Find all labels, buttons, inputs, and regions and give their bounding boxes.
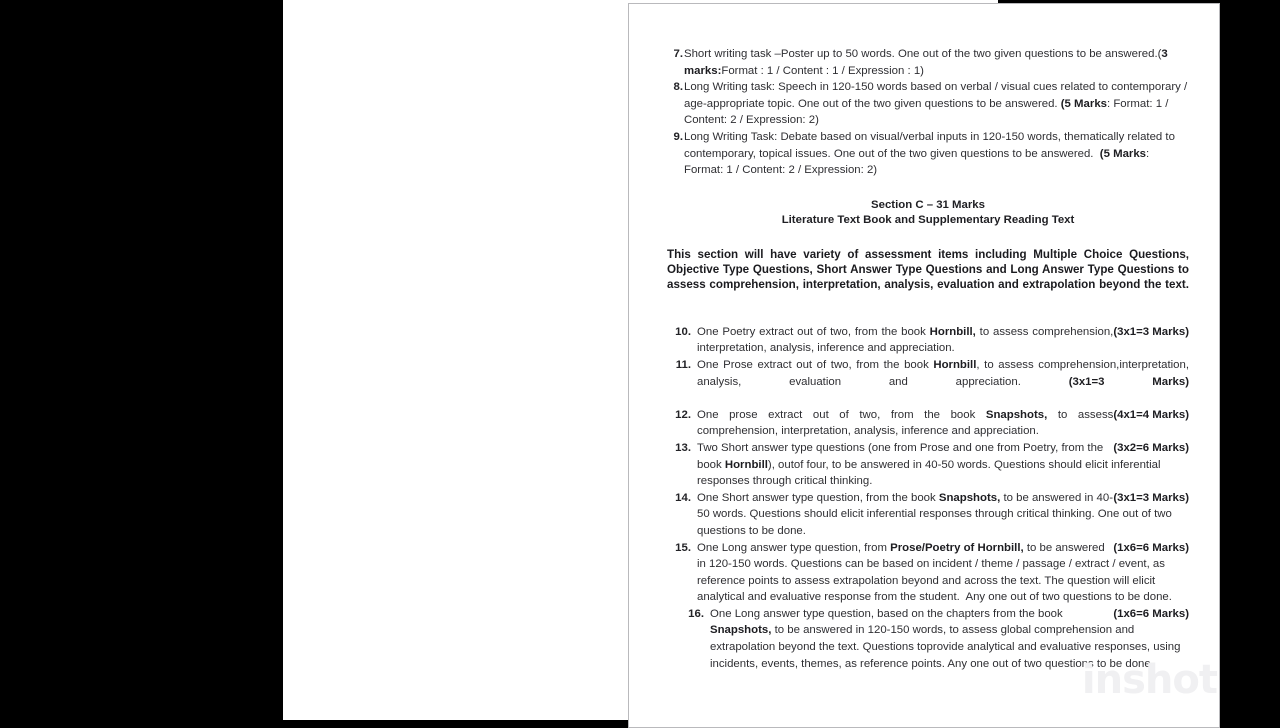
item-text: [697, 357, 1189, 407]
question-item-8: [667, 79, 1189, 129]
item-text-part-1: One Long answer type question, from: [697, 541, 891, 554]
question-item-10: [667, 324, 1189, 357]
item-marks-inline: 3 marks:: [684, 48, 1168, 77]
section-heading-line-2: Literature Text Book and Supplementary Reading Text: [781, 213, 1075, 226]
item-number: 10.: [675, 325, 691, 338]
item-text-part-1: Long Writing Task: Debate based on visual/verbal inputs in 120-150 words, thematically related to contemporary, topical issues. One out of the two given questions to be answered.: [684, 130, 1175, 160]
inshot-watermark: inshot: [1081, 657, 1217, 703]
item-number: 12.: [675, 408, 691, 421]
question-item-14: [667, 490, 1189, 540]
item-book-title: Hornbill: [933, 358, 977, 371]
item-text-part-1: One Long answer type question, based on the chapters from the book: [710, 607, 1063, 620]
item-text: [697, 324, 1189, 357]
letterbox-bar-left: [0, 0, 283, 720]
item-text-part-2: : Format: 1 / Content: 2 / Expression: 2): [684, 97, 1169, 127]
item-number: 13.: [675, 441, 691, 454]
item-text-part-2: : Format: 1 / Content: 2 / Expression: 2): [684, 147, 1150, 177]
item-text: [697, 407, 1189, 440]
question-item-16: [680, 606, 1189, 672]
item-text-part-1: One prose extract out of two, from the book: [697, 408, 986, 421]
question-item-13: [667, 440, 1189, 490]
item-text-part-1: Short writing task –Poster up to 50 words. One out of the two given questions to be answered.(: [684, 48, 1162, 60]
item-marks: (3x1=3 Marks): [1068, 375, 1189, 388]
item-book-title: Snapshots,: [985, 408, 1048, 421]
item-text: [684, 129, 1189, 179]
section-intro-paragraph: This section will have variety of assessment items including Multiple Choice Questions, Objective Type Questions, Short Answer Type Questions and Long Answer Type Questions to assess comprehension, interpretation, analysis, evaluation and extrapolation beyond the text.: [667, 248, 1189, 291]
item-text: [684, 46, 1189, 79]
viewer-canvas: [283, 0, 1217, 720]
item-marks-inline: (5 Marks: [1060, 97, 1107, 110]
item-number: 9.: [673, 130, 683, 143]
item-text: [697, 540, 1189, 606]
item-text-part-2: Format : 1 / Content : 1 / Expression : 1): [721, 64, 924, 77]
item-text-part-2: to assess comprehension, interpretation, analysis, inference and appreciation.: [697, 408, 1114, 438]
item-text-part-1: Two Short answer type questions (one from Prose and one from Poetry, from the book: [697, 441, 1104, 471]
item-number: 11.: [675, 358, 691, 371]
item-text-part-2: to be answered in 120-150 words. Questions can be based on incident / theme / passage / extract / event, as reference points to assess extrapolation beyond and across the text. The question will elicit analytical and evaluative response from the student. Any one out of two questions to be done.: [697, 541, 1172, 604]
question-item-7: [667, 46, 1189, 79]
item-text-part-2: ), outof four, to be answered in 40-50 words. Questions should elicit inferential responses through critical thinking.: [697, 458, 1161, 488]
item-text-part-1: One Poetry extract out of two, from the book: [697, 325, 930, 338]
item-text-part-2: to be answered in 40- 50 words. Questions should elicit inferential responses through critical thinking. One out of two questions to be done.: [697, 491, 1172, 537]
item-text-part-1: Long Writing task: Speech in 120-150 words based on verbal / visual cues related to contemporary / age-appropriate topic. One out of the two given questions to be answered.: [684, 81, 1188, 110]
section-heading: [667, 198, 1189, 228]
item-book-title: Hornbill: [724, 458, 768, 471]
item-marks: (1x6=6 Marks): [1113, 541, 1189, 554]
item-number: 7.: [673, 48, 683, 60]
item-text: [710, 606, 1189, 672]
item-marks-inline: (5 Marks: [1099, 147, 1147, 160]
item-book-title: Prose/Poetry of Hornbill,: [890, 541, 1024, 554]
item-book-title: Snapshots,: [938, 491, 1001, 504]
item-text: [684, 79, 1189, 129]
document-page: [628, 3, 1220, 728]
item-marks: (3x1=3 Marks): [1113, 325, 1189, 338]
item-book-title: Snapshots,: [710, 624, 772, 637]
question-item-15: [667, 540, 1189, 606]
item-text: [697, 490, 1189, 540]
item-marks: (1x6=6 Marks): [1113, 607, 1189, 620]
item-number: 8.: [673, 81, 683, 94]
item-number: 15.: [675, 541, 691, 554]
item-number: 14.: [675, 491, 691, 504]
item-text-part-1: One Short answer type question, from the book: [697, 491, 939, 504]
item-book-title: Hornbill,: [929, 325, 976, 338]
question-item-11: [667, 357, 1189, 407]
question-item-9: [667, 129, 1189, 179]
document-body: [629, 4, 1220, 672]
item-marks: (3x1=3 Marks): [1113, 491, 1189, 504]
spacer: [667, 308, 1189, 324]
item-marks: (3x2=6 Marks): [1113, 441, 1189, 454]
item-number: 16.: [688, 607, 704, 620]
item-text-part-1: One Prose extract out of two, from the book: [697, 358, 934, 371]
item-text-part-2: , to assess comprehension,interpretation, analysis, evaluation and appreciation.: [697, 358, 1189, 388]
item-marks: (4x1=4 Marks): [1113, 408, 1189, 421]
item-text-part-2: to assess comprehension, interpretation, analysis, inference and appreciation.: [697, 325, 1114, 355]
item-text-part-2: to be answered in 120-150 words, to assess global comprehension and extrapolation beyond the text. Questions toprovide analytical and evaluative responses, using incidents, events, themes, as reference points. Any one out of two questions to be done.: [710, 624, 1181, 670]
section-heading-line-1: Section C – 31 Marks: [871, 198, 985, 211]
item-text: [697, 440, 1189, 490]
question-item-12: [667, 407, 1189, 440]
